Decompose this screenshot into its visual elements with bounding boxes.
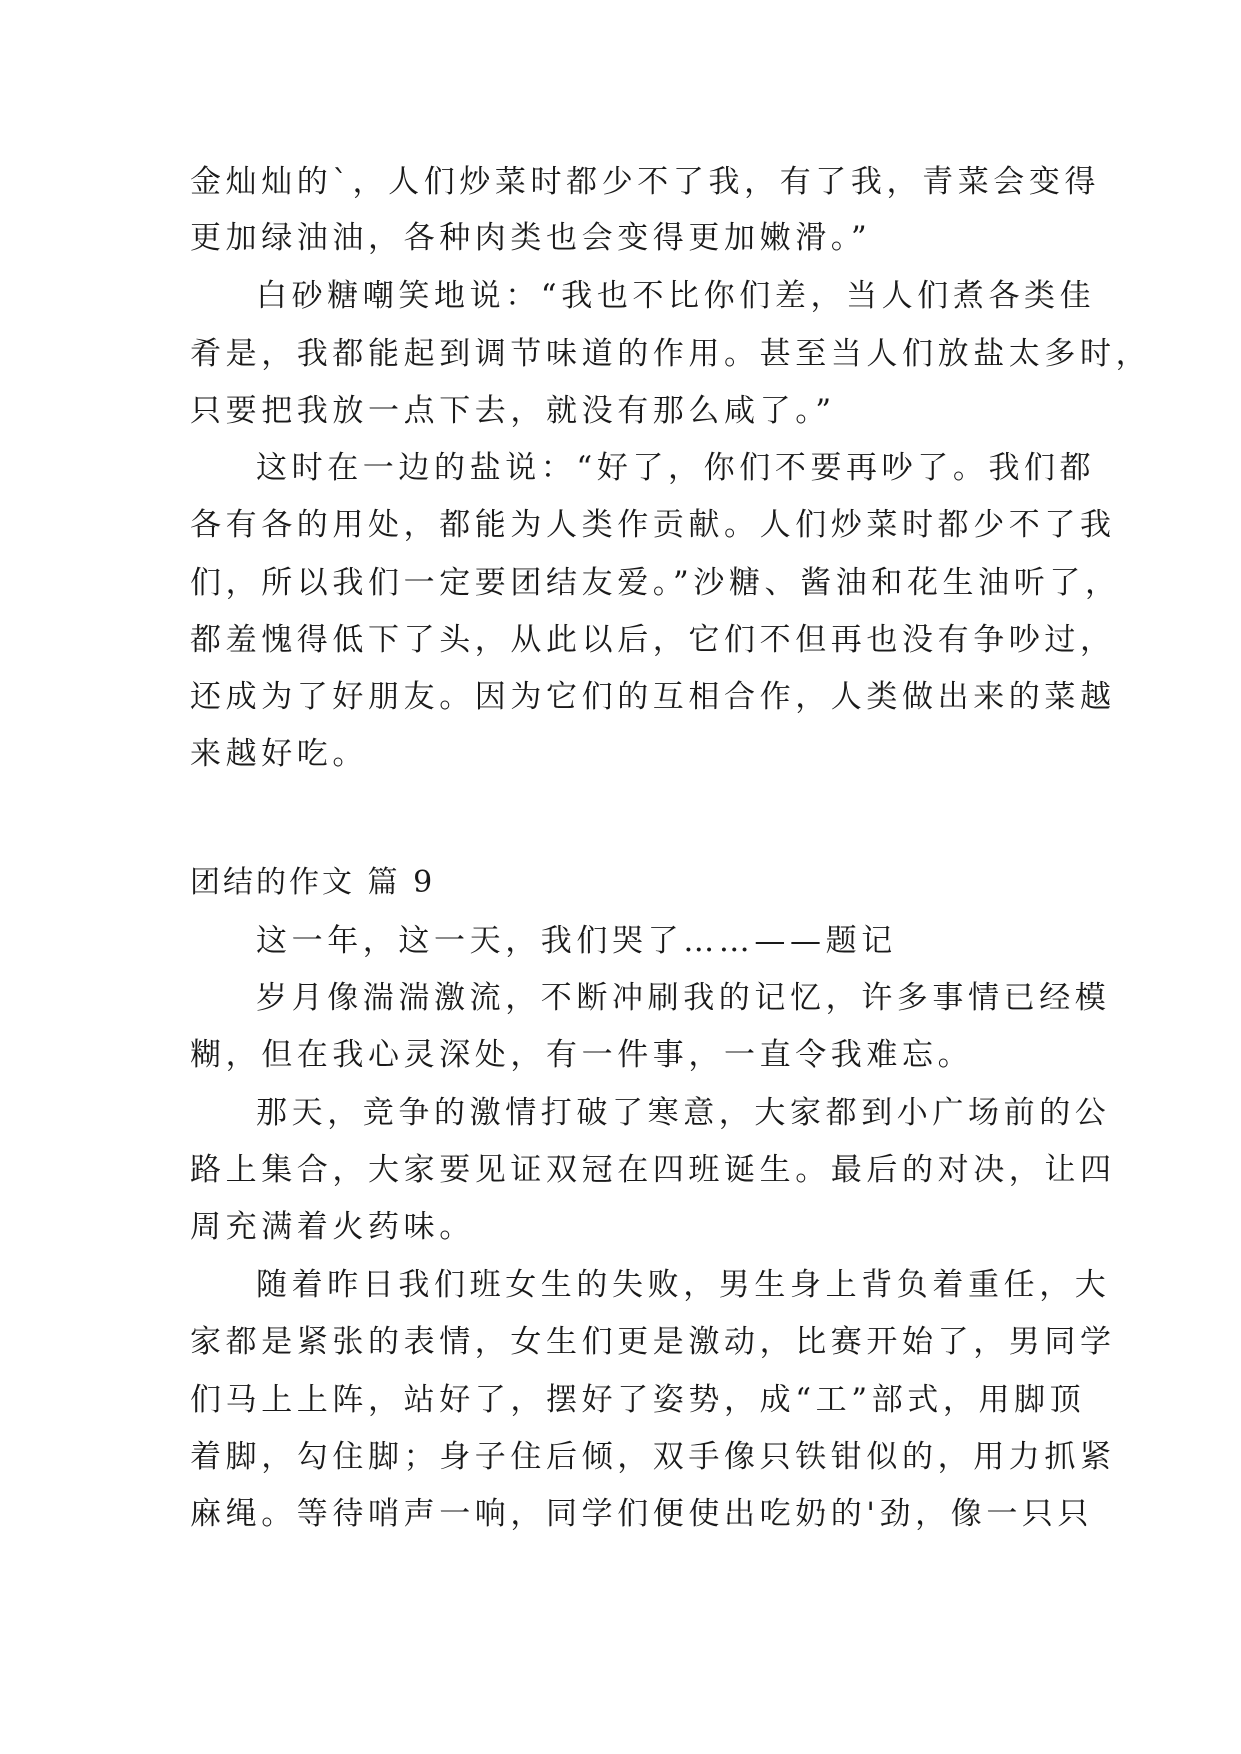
text-line: 各有各的用处，都能为人类作贡献。人们炒菜时都少不了我 [190, 507, 1116, 543]
text-line: 都羞愧得低下了头，从此以后，它们不但再也没有争吵过， [190, 622, 1116, 658]
text-line: 们马上上阵，站好了，摆好了姿势，成“工”部式，用脚顶 [190, 1382, 1086, 1418]
text-line: 白砂糖嘲笑地说：“我也不比你们差，当人们煮各类佳 [256, 278, 1096, 314]
section-heading: 团结的作文 篇 9 [190, 865, 436, 900]
text-line: 着脚，勾住脚；身子住后倾，双手像只铁钳似的，用力抓紧 [190, 1439, 1116, 1475]
text-line: 那天，竞争的激情打破了寒意，大家都到小广场前的公 [256, 1095, 1111, 1131]
text-line: 这时在一边的盐说：“好了，你们不要再吵了。我们都 [256, 450, 1096, 486]
text-line: 岁月像湍湍激流，不断冲刷我的记忆，许多事情已经模 [256, 980, 1111, 1016]
text-line: 随着昨日我们班女生的失败，男生身上背负着重任，大 [256, 1267, 1111, 1303]
text-line: 周充满着火药味。 [190, 1209, 475, 1245]
text-line: 金灿灿的`，人们炒菜时都少不了我，有了我，青菜会变得 [190, 164, 1101, 200]
text-line: 们，所以我们一定要团结友爱。”沙糖、酱油和花生油听了， [190, 565, 1121, 601]
text-line: 更加绿油油，各种肉类也会变得更加嫩滑。” [190, 220, 872, 256]
text-line: 路上集合，大家要见证双冠在四班诞生。最后的对决，让四 [190, 1152, 1116, 1188]
text-line: 麻绳。等待哨声一响，同学们便使出吃奶的'劲，像一只只 [190, 1496, 1094, 1532]
text-line: 来越好吃。 [190, 736, 368, 772]
text-line: 家都是紧张的表情，女生们更是激动，比赛开始了，男同学 [190, 1324, 1116, 1360]
text-line: 还成为了好朋友。因为它们的互相合作，人类做出来的菜越 [190, 679, 1116, 715]
text-line: 糊，但在我心灵深处，有一件事，一直令我难忘。 [190, 1037, 974, 1073]
text-line: 肴是，我都能起到调节味道的作用。甚至当人们放盐太多时， [190, 336, 1152, 372]
text-line: 只要把我放一点下去，就没有那么咸了。” [190, 393, 836, 429]
text-line: 这一年，这一天，我们哭了……——题记 [256, 923, 897, 959]
